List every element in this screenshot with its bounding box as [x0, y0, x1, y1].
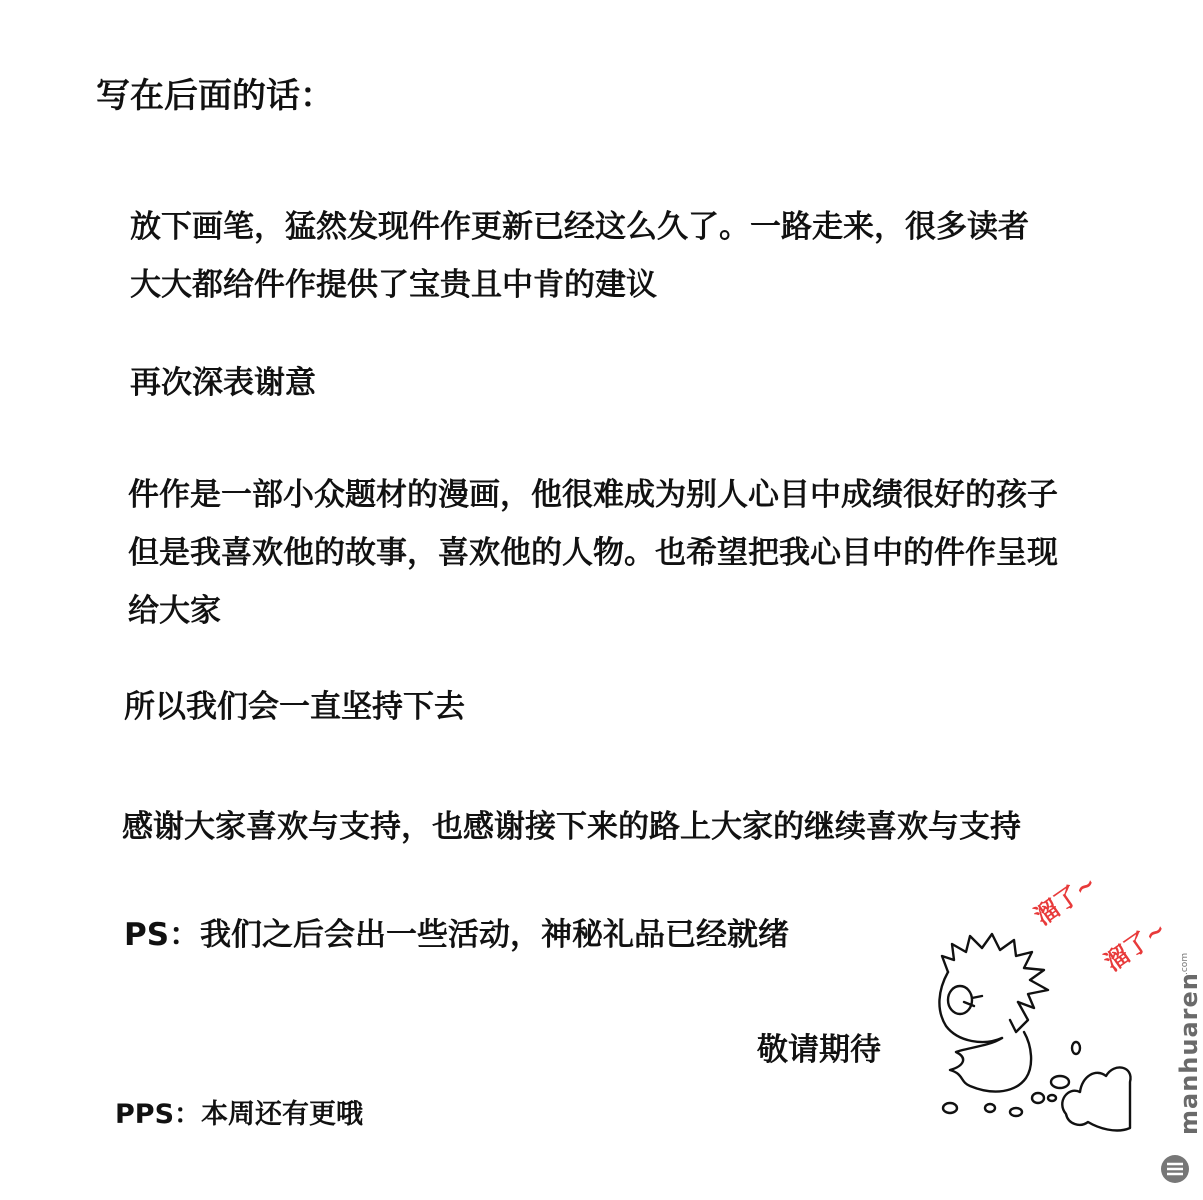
text-line: 件作是一部小众题材的漫画，他很难成为别人心目中成绩很好的孩子	[128, 477, 1058, 513]
page-title: 写在后面的话：	[96, 76, 334, 116]
sign-off: 敬请期待	[757, 1032, 881, 1068]
paragraph-thanks: 再次深表谢意	[130, 365, 316, 401]
paragraph-ps: PS：我们之后会出一些活动，神秘礼品已经就绪	[124, 917, 790, 953]
paragraph-intro	[130, 198, 1029, 314]
text-line: 但是我喜欢他的故事，喜欢他的人物。也希望把我心目中的件作呈现	[128, 535, 1058, 571]
watermark-logo-icon	[1158, 1152, 1192, 1186]
text-line: 放下画笔，猛然发现件作更新已经这么久了。一路走来，很多读者	[130, 209, 1029, 245]
caption-1: 溜了~	[1029, 868, 1102, 931]
paragraph-pps: PPS：本周还有更哦	[115, 1099, 364, 1130]
text-line: 大大都给件作提供了宝贵且中肯的建议	[130, 267, 657, 303]
chibi-character-doodle	[920, 860, 1200, 1190]
watermark-suffix: .com	[1180, 952, 1190, 975]
paragraph-gratitude: 感谢大家喜欢与支持，也感谢接下来的路上大家的继续喜欢与支持	[122, 809, 1021, 845]
caption-2: 溜了~	[1099, 914, 1172, 977]
watermark-text: manhuaren	[1175, 972, 1203, 1135]
paragraph-persist: 所以我们会一直坚持下去	[124, 689, 465, 725]
paragraph-story	[128, 466, 1058, 640]
text-line: 给大家	[128, 593, 221, 629]
